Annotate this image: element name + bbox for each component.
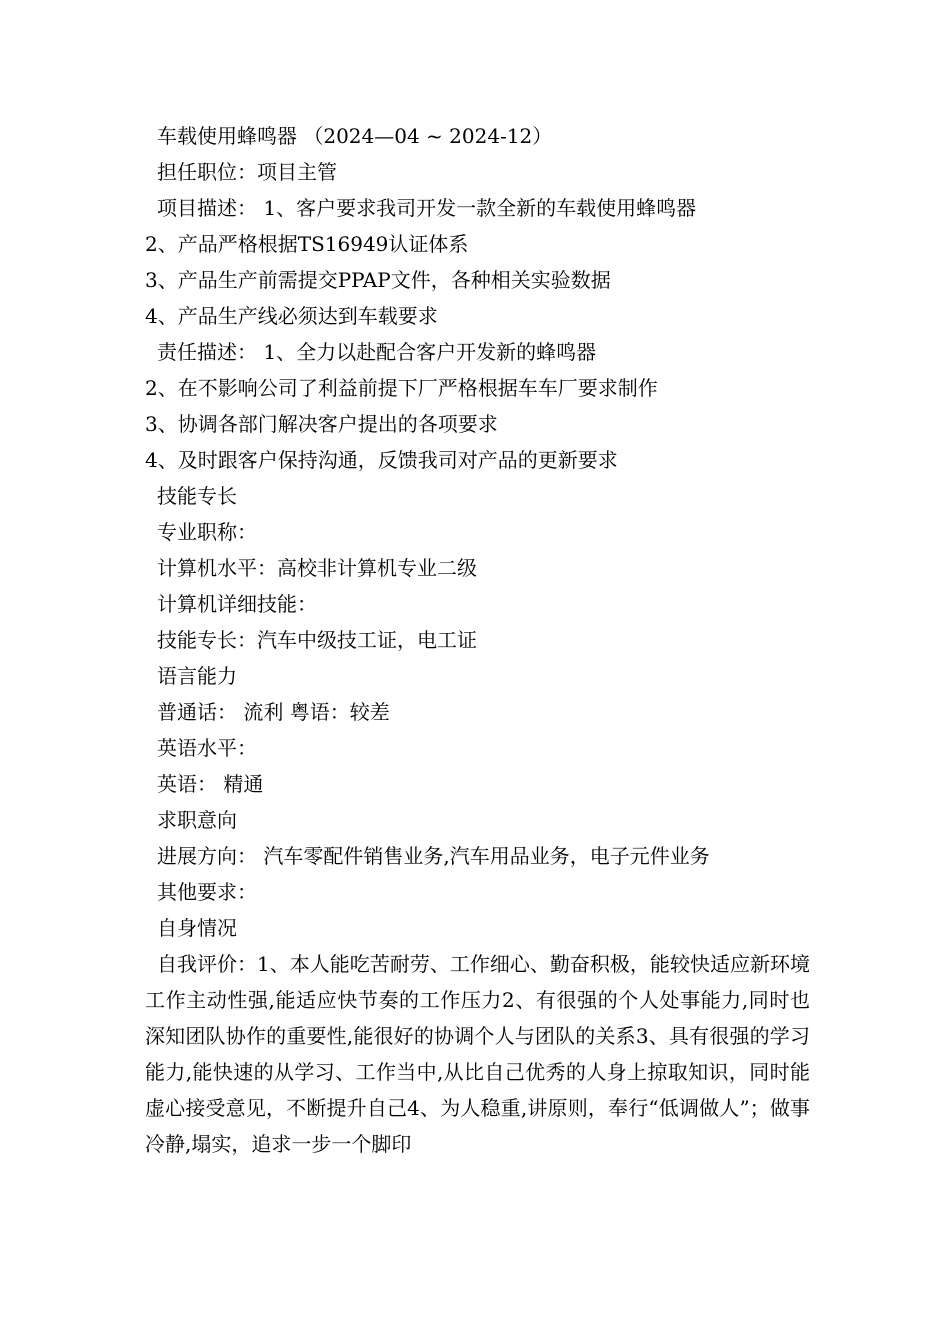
english-level: 英语水平： bbox=[157, 736, 257, 760]
project-description-line-1: 项目描述： 1、客户要求我司开发一款全新的车载使用蜂鸣器 bbox=[157, 196, 697, 220]
skill-specialty: 技能专长：汽车中级技工证，电工证 bbox=[157, 628, 477, 652]
project-description-line-4: 4、产品生产线必须达到车载要求 bbox=[145, 304, 438, 328]
responsibility-line-2: 2、在不影响公司了利益前提下厂严格根据车车厂要求制作 bbox=[145, 376, 658, 400]
project-title: 车载使用蜂鸣器 （2024—04 ~ 2024-12） bbox=[157, 124, 553, 148]
language-heading: 语言能力 bbox=[157, 664, 237, 688]
professional-title: 专业职称： bbox=[157, 520, 257, 544]
responsibility-line-3: 3、协调各部门解决客户提出的各项要求 bbox=[145, 412, 498, 436]
other-requirements: 其他要求： bbox=[157, 880, 257, 904]
computer-level: 计算机水平：高校非计算机专业二级 bbox=[157, 556, 477, 580]
english: 英语： 精通 bbox=[157, 772, 264, 796]
career-direction: 进展方向： 汽车零配件销售业务,汽车用品业务，电子元件业务 bbox=[157, 844, 710, 868]
responsibility-line-4: 4、及时跟客户保持沟通，反馈我司对产品的更新要求 bbox=[145, 448, 618, 472]
resume-document bbox=[145, 118, 810, 1162]
project-description-line-3: 3、产品生产前需提交PPAP文件，各种相关实验数据 bbox=[145, 268, 611, 292]
project-position: 担任职位：项目主管 bbox=[157, 160, 337, 184]
skills-heading: 技能专长 bbox=[157, 484, 237, 508]
self-heading: 自身情况 bbox=[157, 916, 237, 940]
project-description-line-2: 2、产品严格根据TS16949认证体系 bbox=[145, 232, 469, 256]
computer-detail: 计算机详细技能： bbox=[157, 592, 317, 616]
mandarin-cantonese: 普通话： 流利 粤语：较差 bbox=[157, 700, 390, 724]
responsibility-line-1: 责任描述： 1、全力以赴配合客户开发新的蜂鸣器 bbox=[157, 340, 597, 364]
intention-heading: 求职意向 bbox=[157, 808, 237, 832]
self-evaluation: 自我评价：1、本人能吃苦耐劳、工作细心、勤奋积极，能较快适应新环境工作主动性强,能适应快节奏的工作压力2、有很强的个人处事能力,同时也深知团队协作的重要性,能很好的协调个人与团队的关系3、具有很强的学习能力,能快速的从学习、工作当中,从比自己优秀的人身上掠取知识，同时能虚心接受意见，不断提升自己4、为人稳重,讲原则，奉行“低调做人”；做事冷静,塌实，追求一步一个脚印 bbox=[145, 952, 810, 1156]
